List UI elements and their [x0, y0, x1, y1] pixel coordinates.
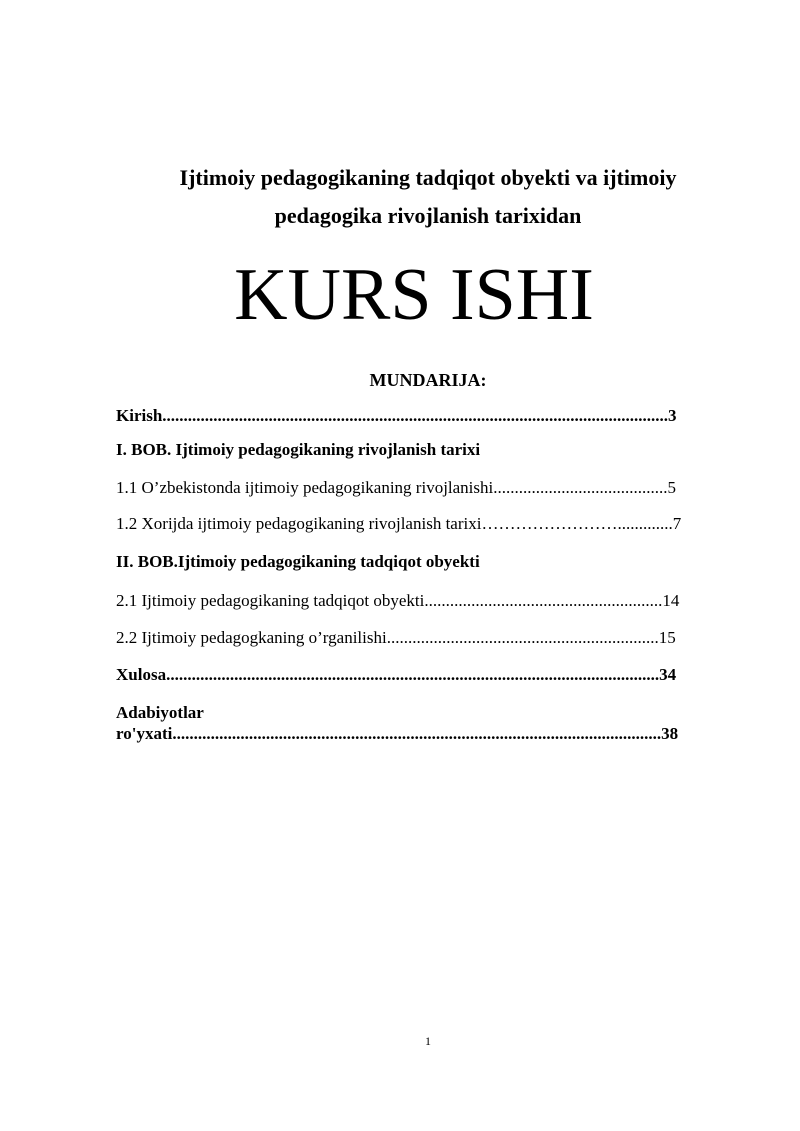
toc-entry-section-2-1: 2.1 Ijtimoiy pedagogikaning tadqiqot obyekti........................................................14	[116, 591, 680, 610]
document-title-line-2: pedagogika rivojlanish tarixidan	[274, 203, 582, 228]
document-type-label: KURS ISHI	[234, 254, 594, 336]
toc-entry-adabiyotlar-line-1: Adabiyotlar	[116, 703, 204, 722]
toc-entry-chapter-1: I. BOB. Ijtimoiy pedagogikaning rivojlanish tarixi	[116, 440, 481, 459]
toc-entry-chapter-2: II. BOB.Ijtimoiy pedagogikaning tadqiqot obyekti	[116, 552, 480, 571]
toc-entry-adabiyotlar-line-2: ro'yxati...................................................................................................................38	[116, 724, 679, 743]
toc-entry-xulosa: Xulosa....................................................................................................................34	[116, 665, 677, 684]
toc-heading: MUNDARIJA:	[369, 370, 487, 390]
document-title-line-1: Ijtimoiy pedagogikaning tadqiqot obyekti va ijtimoiy	[179, 165, 677, 190]
toc-entry-section-2-2: 2.2 Ijtimoiy pedagogkaning o’rganilishi................................................................15	[116, 628, 676, 647]
page-number: 1	[425, 1034, 431, 1048]
toc-entry-kirish: Kirish.......................................................................................................................3	[116, 406, 677, 425]
toc-entry-section-1-2: 1.2 Xorijda ijtimoiy pedagogikaning rivojlanish tarixi…………………….............7	[116, 514, 682, 533]
toc-entry-section-1-1: 1.1 O’zbekistonda ijtimoiy pedagogikaning rivojlanishi.........................................5	[116, 478, 676, 497]
